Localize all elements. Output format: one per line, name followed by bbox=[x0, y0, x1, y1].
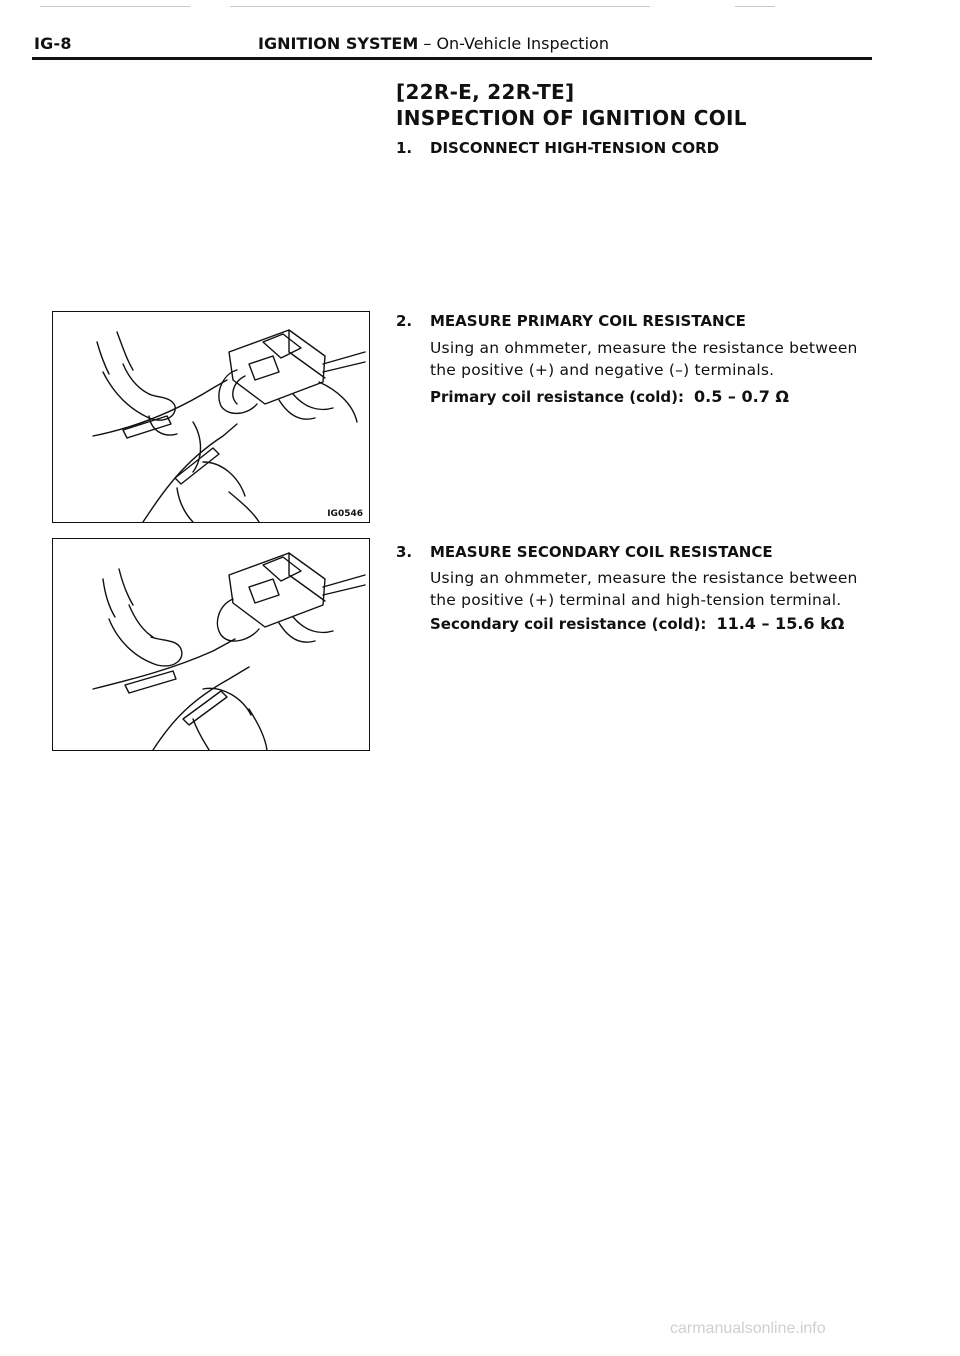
step-2-spec bbox=[430, 387, 789, 406]
figure-secondary-coil-test bbox=[52, 538, 370, 751]
step-heading-text: DISCONNECT HIGH-TENSION CORD bbox=[430, 139, 720, 157]
spec-label: Secondary coil resistance (cold): bbox=[430, 615, 707, 633]
scan-line bbox=[40, 6, 190, 7]
step-heading-text: MEASURE PRIMARY COIL RESISTANCE bbox=[430, 312, 746, 330]
spec-value: 11.4 – 15.6 kΩ bbox=[716, 614, 845, 633]
page-title: INSPECTION OF IGNITION COIL bbox=[396, 106, 747, 130]
step-3-heading bbox=[396, 543, 773, 561]
ignition-coil-illustration bbox=[53, 539, 369, 750]
step-3-text: Using an ohmmeter, measure the resistance between the positive (+) terminal and high-tension terminal. bbox=[430, 569, 858, 609]
page-code: IG-8 bbox=[34, 34, 72, 53]
engine-models: [22R-E, 22R-TE] bbox=[396, 80, 575, 104]
watermark: carmanualsonline.info bbox=[670, 1320, 826, 1337]
ignition-coil-illustration bbox=[53, 312, 369, 522]
section-title-rest: – On-Vehicle Inspection bbox=[418, 34, 609, 53]
scan-line bbox=[735, 6, 775, 7]
spec-label: Primary coil resistance (cold): bbox=[430, 388, 684, 406]
spec-value: 0.5 – 0.7 Ω bbox=[694, 387, 789, 406]
step-1-heading bbox=[396, 139, 719, 157]
section-title bbox=[258, 34, 609, 53]
step-heading-text: MEASURE SECONDARY COIL RESISTANCE bbox=[430, 543, 773, 561]
step-3-spec bbox=[430, 614, 844, 633]
figure-code: IG0546 bbox=[327, 509, 363, 519]
step-2-heading bbox=[396, 312, 746, 330]
figure-primary-coil-test bbox=[52, 311, 370, 523]
header-rule bbox=[32, 57, 872, 60]
step-number: 3. bbox=[396, 543, 413, 561]
scan-line bbox=[230, 6, 650, 7]
step-number: 1. bbox=[396, 139, 413, 157]
step-2-text: Using an ohmmeter, measure the resistance between the positive (+) and negative (–) terminals. bbox=[430, 339, 858, 379]
section-title-bold: IGNITION SYSTEM bbox=[258, 34, 419, 53]
step-number: 2. bbox=[396, 312, 413, 330]
